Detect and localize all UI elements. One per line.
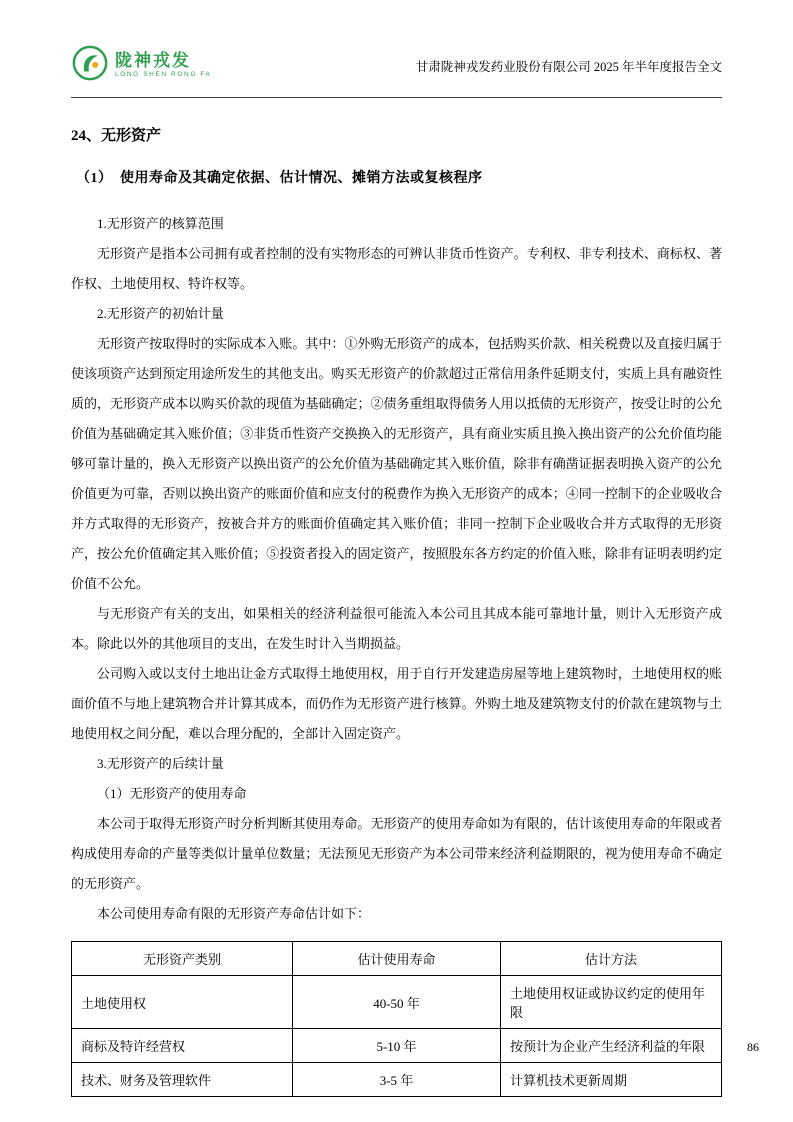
col-header-method: 估计方法 bbox=[501, 942, 722, 976]
body-paragraph: 无形资产是指本公司拥有或者控制的没有实物形态的可辨认非货币性资产。专利权、非专利技术、商标权、著作权、土地使用权、特许权等。 bbox=[71, 246, 722, 291]
brand-name-en: LONG SHEN RONG FA bbox=[115, 71, 212, 79]
brand-name: 陇神戎发 bbox=[115, 51, 191, 71]
body-paragraph: 3.无形资产的后续计量 bbox=[97, 756, 224, 771]
table-header-row bbox=[72, 942, 722, 976]
cell-method: 计算机技术更新周期 bbox=[501, 1063, 722, 1097]
body-paragraph: 公司购入或以支付土地出让金方式取得土地使用权，用于自行开发建造房屋等地上建筑物时，土地使用权的账面价值不与地上建筑物合并计算其成本，而仍作为无形资产进行核算。外购土地及建筑物支付的价款在建筑物与土地使用权之间分配，难以合理分配的，全部计入固定资产。 bbox=[71, 666, 722, 741]
body-paragraph: 2.无形资产的初始计量 bbox=[97, 306, 224, 321]
cell-method: 土地使用权证或协议约定的使用年限 bbox=[501, 976, 722, 1029]
cell-category: 技术、财务及管理软件 bbox=[72, 1063, 293, 1097]
useful-life-table bbox=[71, 941, 722, 1097]
body-paragraph: 与无形资产有关的支出，如果相关的经济利益很可能流入本公司且其成本能可靠地计量，则计入无形资产成本。除此以外的其他项目的支出，在发生时计入当期损益。 bbox=[71, 606, 722, 651]
cell-category: 商标及特许经营权 bbox=[72, 1029, 293, 1063]
cell-useful-life: 40-50 年 bbox=[293, 976, 501, 1029]
col-header-useful-life: 估计使用寿命 bbox=[293, 942, 501, 976]
table-row bbox=[72, 1063, 722, 1097]
logo-wordmark bbox=[115, 52, 212, 79]
body-text bbox=[71, 209, 722, 929]
cell-method: 按预计为企业产生经济利益的年限 bbox=[501, 1029, 722, 1063]
body-paragraph: 本公司使用寿命有限的无形资产寿命估计如下： bbox=[97, 906, 371, 921]
document-title: 甘肃陇神戎发药业股份有限公司 2025 年半年度报告全文 bbox=[415, 59, 722, 74]
company-logo bbox=[71, 44, 212, 87]
cell-useful-life: 3-5 年 bbox=[293, 1063, 501, 1097]
body-paragraph: 无形资产按取得时的实际成本入账。其中：①外购无形资产的成本，包括购买价款、相关税费以及直接归属于使该项资产达到预定用途所发生的其他支出。购买无形资产的价款超过正常信用条件延期支付，实质上具有融资性质的，无形资产成本以购买价款的现值为基础确定；②债务重组取得债务人用以抵债的无形资产，按受让时的公允价值为基础确定其入账价值；③非货币性资产交换换入的无形资产，具有商业实质且换入换出资产的公允价值均能够可靠计量的，换入无形资产以换出资产的公允价值为基础确定其入账价值，除非有确凿证据表明换入资产的公允价值更为可靠，否则以换出资产的账面价值和应支付的税费作为换入无形资产的成本；④同一控制下的企业吸收合并方式取得的无形资产，按被合并方的账面价值确定其入账价值；非同一控制下企业吸收合并方式取得的无形资产，按公允价值确定其入账价值；⑤投资者投入的固定资产，按照股东各方约定的价值入账，除非有证明表明约定价值不公允。 bbox=[71, 336, 722, 591]
cell-category: 土地使用权 bbox=[72, 976, 293, 1029]
body-paragraph: 1.无形资产的核算范围 bbox=[97, 216, 224, 231]
table-row bbox=[72, 1029, 722, 1063]
subsection-heading: （1） 使用寿命及其确定依据、估计情况、摊销方法或复核程序 bbox=[76, 171, 483, 186]
cell-useful-life: 5-10 年 bbox=[293, 1029, 501, 1063]
col-header-category: 无形资产类别 bbox=[72, 942, 293, 976]
table-row bbox=[72, 976, 722, 1029]
body-paragraph: 本公司于取得无形资产时分析判断其使用寿命。无形资产的使用寿命如为有限的，估计该使用寿命的年限或者构成使用寿命的产量等类似计量单位数量；无法预见无形资产为本公司带来经济利益期限的，视为使用寿命不确定的无形资产。 bbox=[71, 816, 722, 891]
page-number: 86 bbox=[747, 1040, 759, 1054]
header-divider bbox=[71, 97, 722, 98]
body-paragraph: （1）无形资产的使用寿命 bbox=[97, 786, 247, 801]
page-header bbox=[71, 44, 722, 87]
section-heading: 24、无形资产 bbox=[71, 128, 162, 144]
logo-emblem-icon bbox=[71, 44, 109, 87]
